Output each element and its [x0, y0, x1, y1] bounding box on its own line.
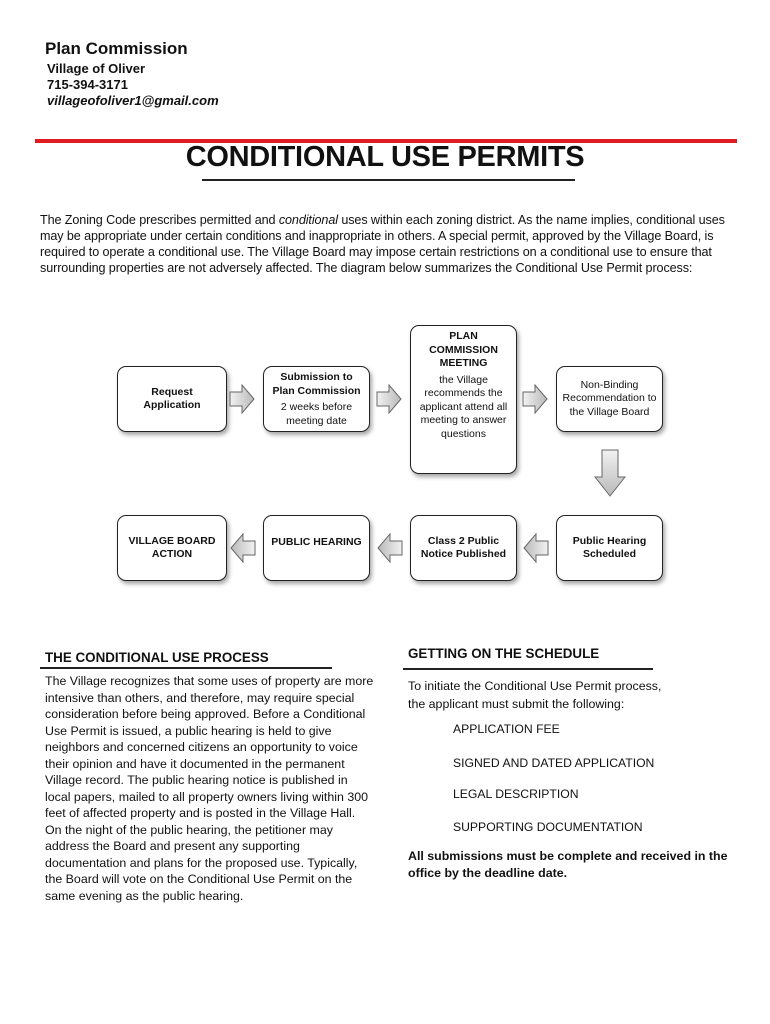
step-public-hearing: [263, 515, 370, 581]
schedule-intro-line1: To initiate the Conditional Use Permit process,: [408, 679, 662, 693]
step-submission: [263, 366, 370, 432]
process-heading-underline: [40, 667, 332, 669]
arrow-right-icon: [376, 384, 402, 414]
step-nonbinding-recommendation: [556, 366, 663, 432]
step-nonbinding-title: Non-Binding Recommendation to the Village Board: [562, 378, 657, 418]
phone-number: 715-394-3171: [47, 77, 128, 92]
schedule-intro-line2: the applicant must submit the following:: [408, 697, 625, 711]
requirement-item: SIGNED AND DATED APPLICATION: [453, 756, 655, 770]
intro-emphasis: conditional: [278, 213, 338, 227]
page-title: CONDITIONAL USE PERMITS: [185, 141, 585, 173]
process-body: The Village recognizes that some uses of property are more intensive than others, and therefore, may require special consideration before being approved. Before a Conditional Use Permit is issued, a public hearing is held to give neighbors and concerned citizens an opportunity to voice their opinion and have it documented in the permanent Village record. The public hearing notice is published in local papers, mailed to all property owners living within 300 feet of affected property and is posted in the Village Hall. On the night of the public hearing, the petitioner may address the Board and present any supporting documentation and plans for the proposed use. Typically, the Board will vote on the Conditional Use Permit on the same evening as the public hearing.: [45, 674, 374, 903]
intro-text-start: The Zoning Code prescribes permitted and: [40, 213, 279, 227]
step-village-board-action: [117, 515, 227, 581]
village-name: Village of Oliver: [47, 61, 146, 76]
step-hearing-title: PUBLIC HEARING: [271, 536, 362, 548]
step-hearing-scheduled: [556, 515, 663, 581]
step-board-title: VILLAGE BOARD ACTION: [128, 534, 216, 560]
process-heading: THE CONDITIONAL USE PROCESS: [45, 650, 269, 665]
arrow-right-icon: [522, 384, 548, 414]
schedule-heading: GETTING ON THE SCHEDULE: [408, 646, 600, 661]
arrow-down-icon: [594, 449, 626, 497]
step-request-title: Request Application: [143, 385, 201, 411]
step-notice-title: Class 2 Public Notice Published: [420, 534, 507, 560]
step-plan-commission-meeting: [410, 325, 517, 474]
step-meeting-title: PLAN COMMISSION MEETING: [429, 330, 498, 369]
step-meeting-note: the Village recommends the applicant attend all meeting to answer questions: [419, 373, 508, 440]
step-class2-notice: [410, 515, 517, 581]
step-submission-title: Submission to Plan Commission: [272, 371, 361, 397]
schedule-heading-underline: [403, 668, 653, 670]
email-address: villageofoliver1@gmail.com: [47, 93, 219, 108]
intro-paragraph: [40, 212, 730, 276]
arrow-left-icon: [523, 533, 549, 563]
requirement-item: LEGAL DESCRIPTION: [453, 787, 579, 801]
arrow-right-icon: [229, 384, 255, 414]
organization-name: Plan Commission: [45, 39, 188, 58]
arrow-left-icon: [230, 533, 256, 563]
title-underline: [202, 179, 575, 181]
step-scheduled-title: Public Hearing Scheduled: [572, 534, 647, 560]
arrow-left-icon: [377, 533, 403, 563]
step-submission-note: 2 weeks before meeting date: [280, 401, 353, 427]
deadline-note: All submissions must be complete and received in the office by the deadline date.: [408, 849, 728, 880]
step-request-application: [117, 366, 227, 432]
requirement-item: APPLICATION FEE: [453, 722, 560, 736]
requirement-item: SUPPORTING DOCUMENTATION: [453, 820, 643, 834]
intro-text-end: uses within each zoning district. As the name implies, conditional uses may be appropriate under certain conditions and inappropriate in others. A special permit, approved by the Village Board, is required to operate a conditional use. The Village Board may impose certain restrictions on a conditional use to ensure that surrounding properties are not adversely affected. The diagram below summarizes the Conditional Use Permit process:: [40, 213, 725, 275]
